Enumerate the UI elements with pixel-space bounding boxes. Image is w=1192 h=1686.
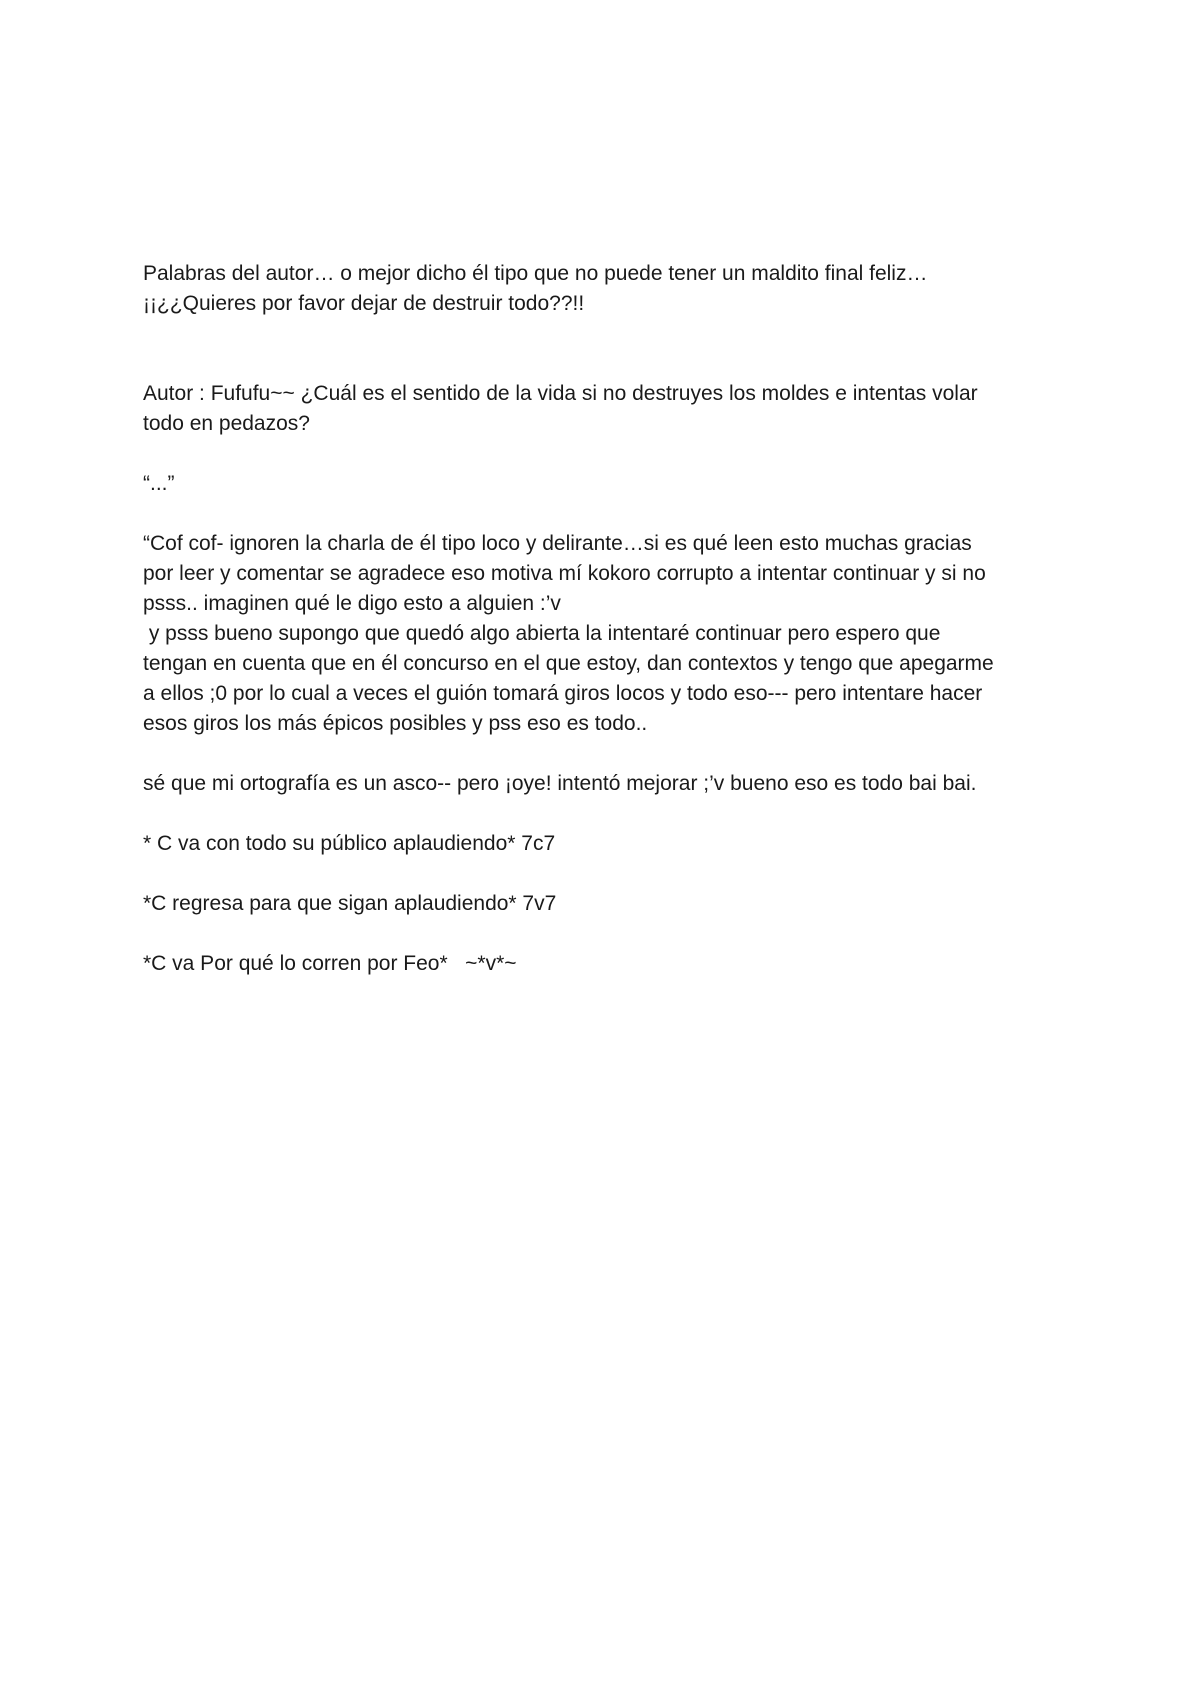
text-line: tengan en cuenta que en él concurso en el que estoy, dan contextos y tengo que apegarme <box>143 652 994 675</box>
text-line: “...” <box>143 472 175 495</box>
exit-line-2 <box>143 889 1048 919</box>
text-line: * C va con todo su público aplaudiendo* 7c7 <box>143 832 556 855</box>
text-line: *C regresa para que sigan aplaudiendo* 7v7 <box>143 892 557 915</box>
author-intro-paragraph <box>143 259 1048 319</box>
text-line: psss.. imaginen qué le digo esto a alguien :’v <box>143 592 561 615</box>
text-line: sé que mi ortografía es un asco-- pero ¡oye! intentó mejorar ;’v bueno eso es todo bai bai. <box>143 772 977 795</box>
text-line: a ellos ;0 por lo cual a veces el guión tomará giros locos y todo eso--- pero intentare hacer <box>143 682 983 705</box>
exit-line-3 <box>143 949 1048 979</box>
spelling-paragraph <box>143 769 1048 799</box>
text-line: por leer y comentar se agradece eso motiva mí kokoro corrupto a intentar continuar y si no <box>143 562 986 585</box>
ellipsis-paragraph <box>143 469 1048 499</box>
text-line: ¡¡¿¿Quieres por favor dejar de destruir todo??!! <box>143 292 585 315</box>
author-reply-paragraph <box>143 379 1048 439</box>
thanks-paragraph <box>143 529 1048 739</box>
exit-line-1 <box>143 829 1048 859</box>
text-line: “Cof cof- ignoren la charla de él tipo loco y delirante…si es qué leen esto muchas gracias <box>143 532 972 555</box>
text-line: Autor : Fufufu~~ ¿Cuál es el sentido de la vida si no destruyes los moldes e intentas volar <box>143 382 978 405</box>
text-line: Palabras del autor… o mejor dicho él tipo que no puede tener un maldito final feliz… <box>143 262 928 285</box>
text-line: *C va Por qué lo corren por Feo* ~*v*~ <box>143 952 517 975</box>
text-line: esos giros los más épicos posibles y pss eso es todo.. <box>143 712 648 735</box>
text-line: y psss bueno supongo que quedó algo abierta la intentaré continuar pero espero que <box>143 622 941 645</box>
text-line: todo en pedazos? <box>143 412 310 435</box>
document-body <box>143 259 1048 979</box>
